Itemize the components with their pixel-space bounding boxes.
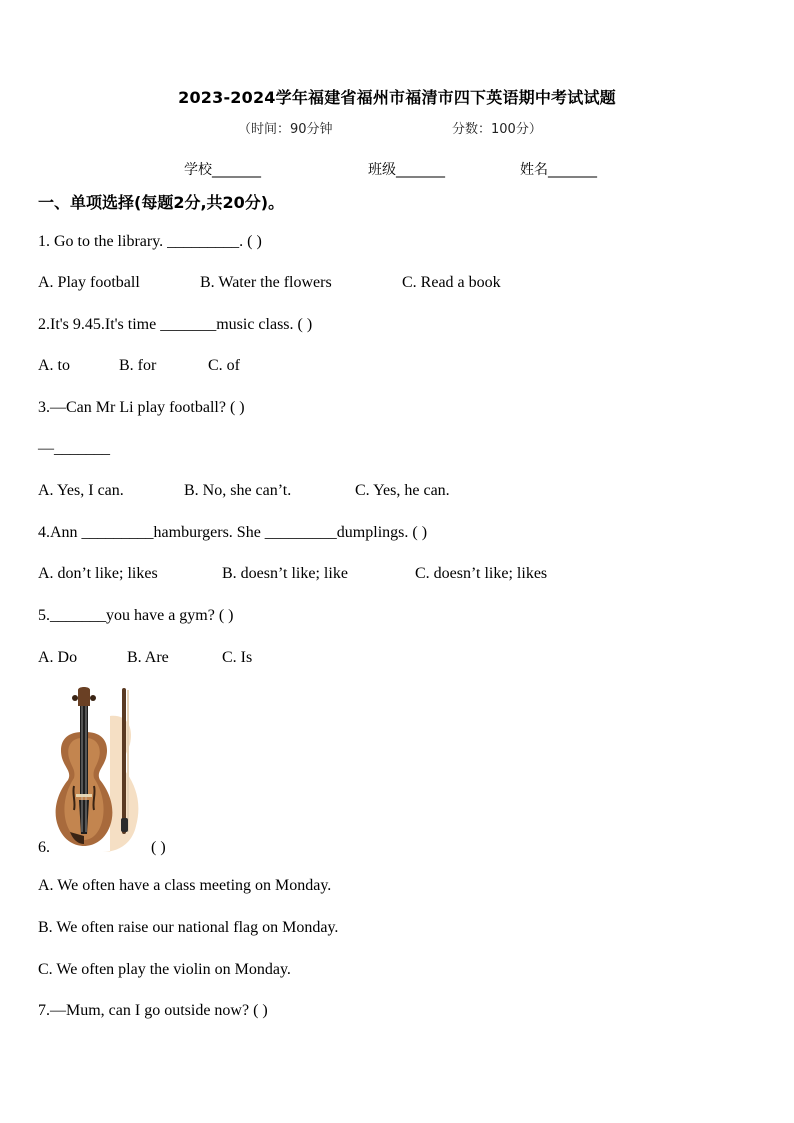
question-6-option-c: C. We often play the violin on Monday. [38, 961, 291, 978]
exam-score: 分数：100分） [452, 122, 542, 137]
question-6-option-a: A. We often have a class meeting on Monday. [38, 877, 332, 894]
exam-time: （时间：90分钟 [238, 122, 333, 137]
question-6-number: 6. [38, 839, 50, 856]
page-title: 2023-2024学年福建省福州市福清市四下英语期中考试试题 [178, 88, 616, 107]
violin-peg-left [72, 695, 78, 701]
question-3-answer-line: —_______ [38, 440, 110, 457]
violin-bow-stick [122, 688, 126, 834]
question-3-option-c: C. Yes, he can. [355, 482, 450, 499]
question-1-option-c: C. Read a book [402, 274, 501, 291]
school-field: 学校_______ [184, 162, 261, 178]
question-4-option-b: B. doesn’t like; like [222, 565, 348, 582]
question-5-option-a: A. Do [38, 649, 78, 666]
question-5-stem: 5._______you have a gym? ( ) [38, 607, 234, 624]
violin-bridge [76, 794, 92, 797]
question-4-stem: 4.Ann _________hamburgers. She _________dumplings. ( ) [38, 524, 428, 541]
violin-peg-right [90, 695, 96, 701]
question-3-option-a: A. Yes, I can. [38, 482, 124, 499]
question-3-stem: 3.—Can Mr Li play football? ( ) [38, 399, 245, 416]
question-2-option-c: C. of [208, 357, 240, 374]
violin-image [52, 686, 144, 856]
violin-fingerboard [80, 704, 88, 796]
question-4-option-c: C. doesn’t like; likes [415, 565, 548, 582]
violin-f-hole-right [93, 786, 94, 810]
question-2-stem: 2.It's 9.45.It's time _______music class. ( ) [38, 316, 313, 333]
question-5-option-b: B. Are [127, 649, 169, 666]
question-1-option-a: A. Play football [38, 274, 140, 291]
violin-scroll [78, 687, 90, 706]
question-6-option-b: B. We often raise our national flag on Monday. [38, 919, 339, 936]
question-1-option-b: B. Water the flowers [200, 274, 332, 291]
question-1-stem: 1. Go to the library. _________. ( ) [38, 233, 262, 250]
question-6-answer-paren: ( ) [151, 839, 166, 856]
question-4-option-a: A. don’t like; likes [38, 565, 158, 582]
name-field: 姓名_______ [520, 162, 597, 178]
question-3-option-b: B. No, she can’t. [184, 482, 292, 499]
question-2-option-b: B. for [119, 357, 157, 374]
question-5-option-c: C. Is [222, 649, 253, 666]
question-2-option-a: A. to [38, 357, 70, 374]
violin-bow-frog [121, 818, 128, 832]
section-heading: 一、单项选择(每题2分,共20分)。 [38, 193, 285, 212]
class-field: 班级_______ [368, 162, 445, 178]
violin-f-hole-left [73, 786, 74, 810]
question-7-stem: 7.—Mum, can I go outside now? ( ) [38, 1002, 268, 1019]
violin-shadow [102, 716, 138, 852]
violin-bow-hair [127, 690, 129, 832]
